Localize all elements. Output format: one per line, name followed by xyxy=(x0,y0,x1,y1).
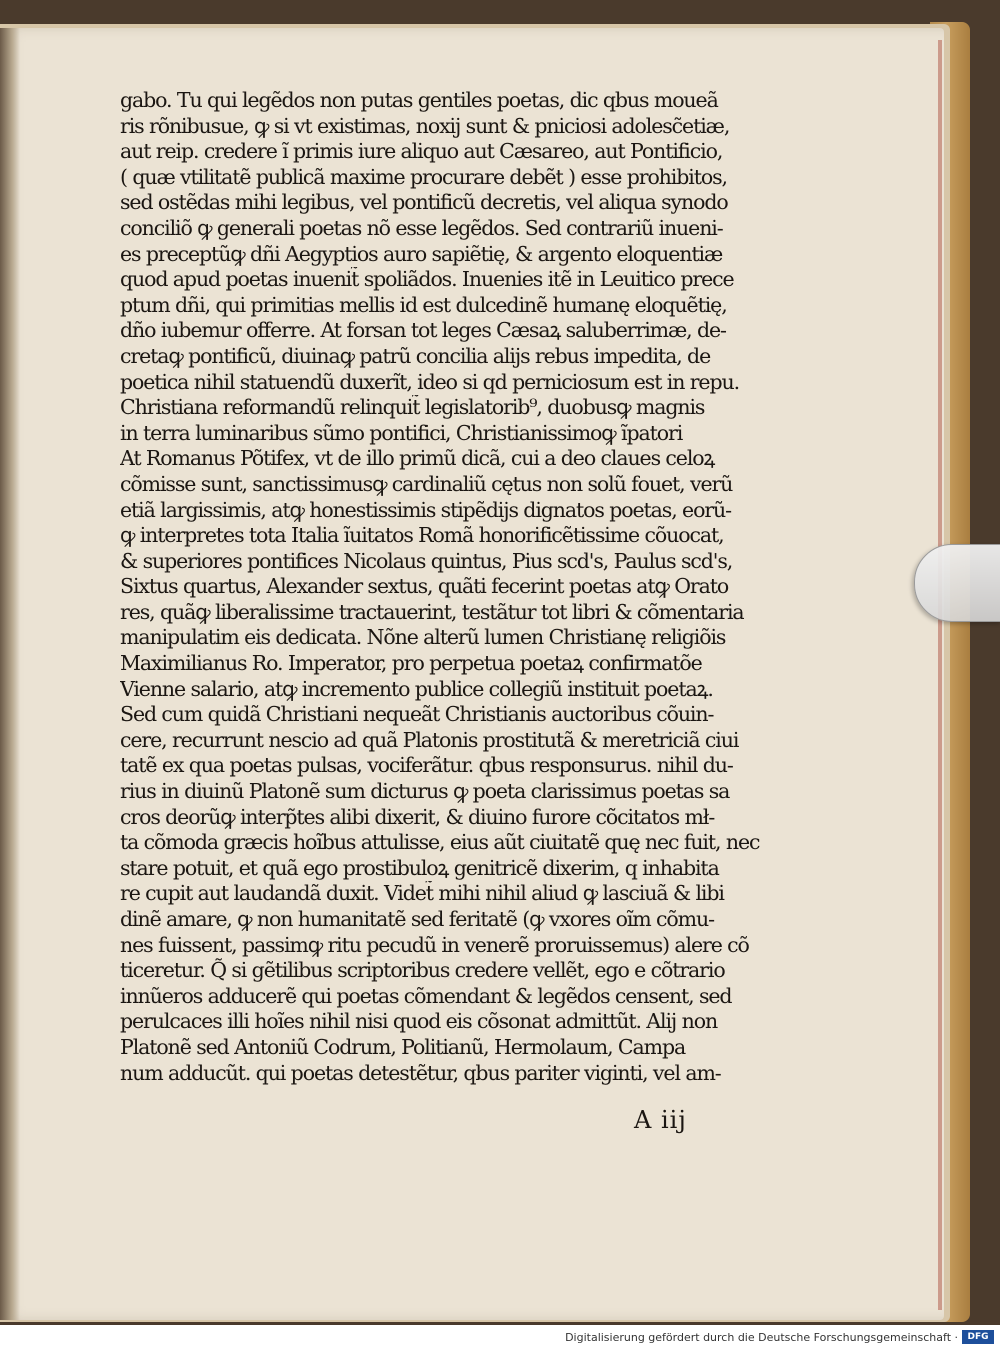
text-line: cere, recurrunt nescio ad quã Platonis prostitutã & meretriciã ciui xyxy=(120,727,739,752)
text-line: quod apud poetas inuenit̃ spoliãdos. Inuenies itẽ in Leuitico prece xyxy=(120,267,734,292)
text-line: Sixtus quartus, Alexander sextus, quãti fecerint poetas atꝙ Orato xyxy=(120,574,729,599)
text-line: etiã largissimis, atꝙ honestissimis stipẽdijs dignatos poetas, eorũ- xyxy=(120,497,731,522)
text-line: At Romanus Põtifex, vt de illo primũ dicã, cui a deo claues celoꝝ xyxy=(120,446,715,471)
text-line: Vienne salario, atꝙ incremento publice collegiũ instituit poetaꝝ. xyxy=(120,676,713,701)
text-line: es preceptũꝙ dñi Aegyptios auro sapiẽtię, & argento eloquentiæ xyxy=(120,241,723,266)
text-line: res, quãꝙ liberalissime tractauerint, testãtur tot libri & cõmentaria xyxy=(120,599,744,624)
text-line: stare potuit, et quã ego prostibuloꝝ genitricẽ dixerim, q inhabita xyxy=(120,855,719,880)
text-line: dinẽ amare, ꝙ non humanitatẽ sed feritatẽ (ꝙ vxores oĩm cõmu- xyxy=(120,907,714,931)
text-line: ptum dñi, qui primitias mellis id est dulcedinẽ humanę eloquẽtię, xyxy=(120,292,727,317)
plastic-page-clip xyxy=(914,544,1000,622)
text-line: ticeretur. Q̃ si gẽtilibus scriptoribus credere vellẽt, ego e cõtrario xyxy=(120,958,725,983)
text-line: nes fuissent, passimꝙ ritu pecudũ in venerẽ proruissemus) alere cõ xyxy=(120,932,749,957)
text-line: Christiana reformandũ relinquit̃ legislatorib⁹, duobusꝙ magnis xyxy=(120,395,705,420)
text-line: ꝙ interpretes tota Italia ĩuitatos Romã honorificẽtissime cõuocat, xyxy=(120,523,724,548)
text-line: in terra luminaribus sũmo pontifici, Christianissimoꝙ ĩpatori xyxy=(120,420,683,445)
text-line: num adducũt. qui poetas detestẽtur, qbus pariter viginti, vel am- xyxy=(120,1060,721,1085)
text-line: Maximilianus Ro. Imperator, pro perpetua poetaꝝ confirmatõe xyxy=(120,651,702,676)
dfg-logo-icon: DFG xyxy=(962,1330,994,1344)
text-line: rius in diuinũ Platonẽ sum dicturus ꝙ poeta clarissimus poetas sa xyxy=(120,779,730,804)
page-gutter xyxy=(0,28,20,1320)
text-line: & superiores pontifices Nicolaus quintus, Pius scd's, Paulus scd's, xyxy=(120,548,733,573)
text-line: ta cõmoda græcis hoĩbus attulisse, eius aũt ciuitatẽ quę nec fuit, nec xyxy=(120,830,760,855)
signature-mark: A iij xyxy=(634,1106,687,1134)
text-line: aut reip. credere ĩ primis iure aliquo aut Cæsareo, aut Pontificio, xyxy=(120,139,723,164)
credit-bar xyxy=(0,1325,1000,1351)
text-line: Sed cum quidã Christiani nequeãt Christianis auctoribus cõuin- xyxy=(120,702,714,727)
text-line: manipulatim eis dedicata. Nõne alterũ lumen Christianę religiõis xyxy=(120,625,726,650)
text-line: re cupit aut laudandã duxit. Videt̃ mihi nihil aliud ꝙ lasciuã & libi xyxy=(120,881,724,906)
text-line: dño iubemur offerre. At forsan tot leges Cæsaꝝ saluberrimæ, de- xyxy=(120,318,726,343)
page-text xyxy=(120,88,770,1086)
text-line: gabo. Tu qui legẽdos non putas gentiles poetas, dic qbus moueã xyxy=(120,88,718,112)
text-line: perulcaces illi hoĩes nihil nisi quod eis cõsonat admittũt. Alij non xyxy=(120,1009,718,1034)
text-line: sed ostẽdas mihi legibus, vel pontificũ decretis, vel aliqua synodo xyxy=(120,190,728,215)
red-page-edge xyxy=(938,40,942,1310)
text-line: innũeros adducerẽ qui poetas cõmendant & legẽdos censent, sed xyxy=(120,983,732,1008)
text-line: conciliõ ꝙ generali poetas nõ esse legẽdos. Sed contrariũ inueni- xyxy=(120,215,723,240)
text-line: cõmisse sunt, sanctissimusꝙ cardinaliũ cętus non solũ fouet, verũ xyxy=(120,471,733,496)
text-line: ris rõnibusue, ꝙ si vt existimas, noxij sunt & pniciosi adolesc̃etiæ, xyxy=(120,113,730,138)
text-line: ( quæ vtilitatẽ publicã maxime procurare debẽt ) esse prohibitos, xyxy=(120,164,727,189)
dfg-credit-text: Digitalisierung gefördert durch die Deutsche Forschungsgemeinschaft · xyxy=(565,1331,958,1344)
text-line: cretaꝙ pontificũ, diuinaꝙ patrũ concilia alijs rebus impedita, de xyxy=(120,343,711,368)
text-line: Platonẽ sed Antoniũ Codrum, Politianũ, Hermolaum, Campa xyxy=(120,1034,686,1059)
text-line: cros deorũꝙ interp̃tes alibi dixerit, & diuino furore cõcitatos mł- xyxy=(120,804,715,829)
text-line: tatẽ ex qua poetas pulsas, vociferãtur. qbus responsurus. nihil du- xyxy=(120,753,733,778)
text-line: poetica nihil statuendũ duxerĩt, ideo si qd perniciosum est in repu. xyxy=(120,369,739,394)
